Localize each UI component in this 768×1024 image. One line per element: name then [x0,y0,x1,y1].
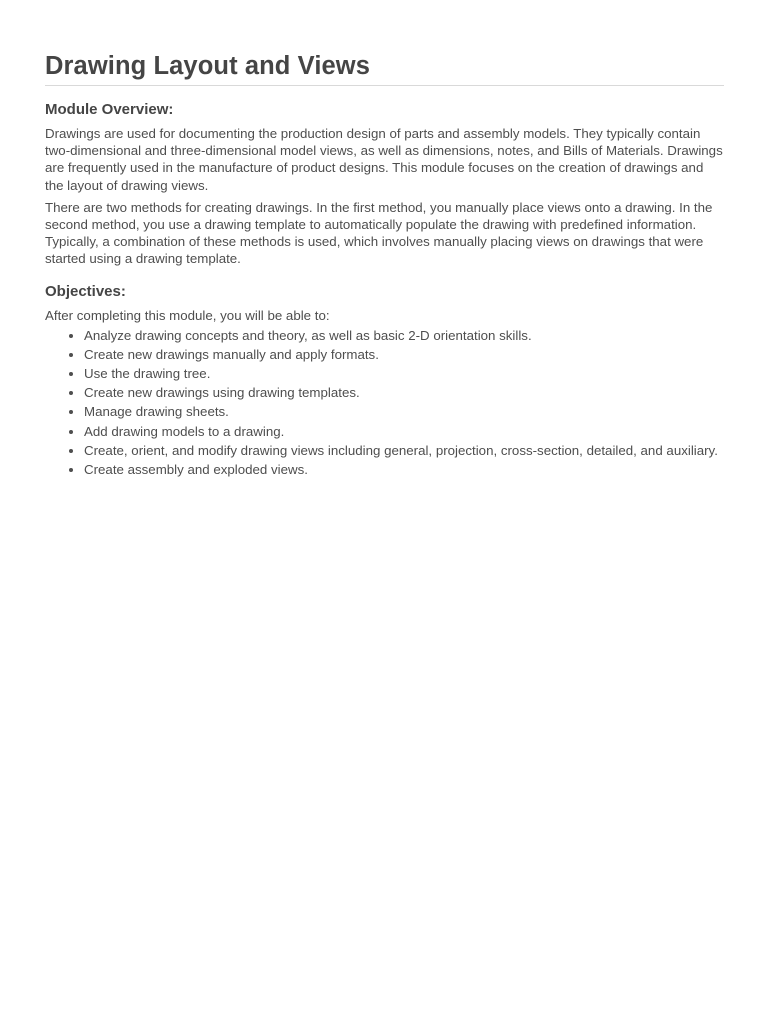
list-item: Create new drawings manually and apply formats. [84,347,724,363]
objectives-intro: After completing this module, you will be able to: [45,307,330,323]
overview-paragraph: Drawings are used for documenting the production design of parts and assembly models. They typically contain two-dimensional and three-dimensional model views, as well as dimensions, notes, and Bills of Materials. Drawings are frequently used in the manufacture of product designs. This module focuses on the creation of drawings and the layout of drawing views. [45,126,723,193]
list-item: Create new drawings using drawing templates. [84,385,724,401]
overview-heading: Module Overview: [45,101,174,118]
list-item: Add drawing models to a drawing. [84,424,724,440]
objectives-list [45,328,724,478]
list-item: Create assembly and exploded views. [84,462,724,478]
list-item: Analyze drawing concepts and theory, as well as basic 2-D orientation skills. [84,328,724,344]
overview-paragraph: There are two methods for creating drawings. In the first method, you manually place views onto a drawing. In the second method, you use a drawing template to automatically populate the drawing with predefined information. Typically, a combination of these methods is used, which involves manually placing views on drawings that were started using a drawing template. [45,199,713,267]
page-title: Drawing Layout and Views [45,50,724,86]
list-item: Use the drawing tree. [84,366,724,382]
list-item: Manage drawing sheets. [84,404,724,420]
list-item: Create, orient, and modify drawing views including general, projection, cross-section, detailed, and auxiliary. [84,443,724,459]
objectives-heading: Objectives: [45,282,126,300]
